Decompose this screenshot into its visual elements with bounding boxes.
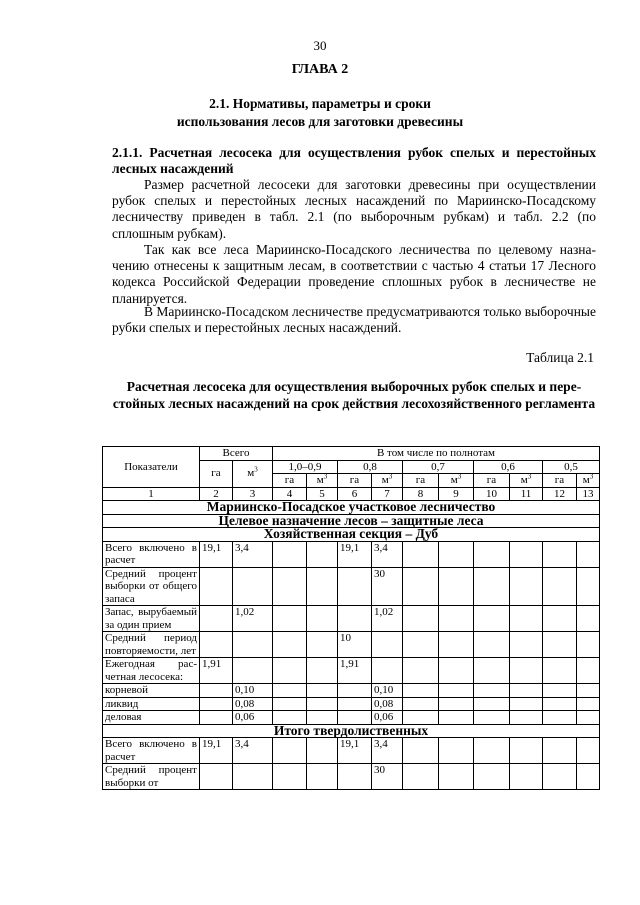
column-numbers-row bbox=[103, 487, 600, 501]
value-cell bbox=[338, 567, 372, 606]
empty-cell bbox=[307, 632, 338, 658]
value-cell: 1,91 bbox=[200, 658, 233, 684]
oak-rows bbox=[103, 541, 600, 724]
empty-cell bbox=[307, 711, 338, 725]
paragraph-3: В Мариинско-Посадском лесничестве предусматриваются только выборочные рубки спелых и перестойных лесных насаждений. bbox=[112, 304, 596, 336]
empty-cell bbox=[307, 697, 338, 711]
value-cell: 19,1 bbox=[200, 738, 233, 764]
empty-cell bbox=[510, 606, 543, 632]
empty-cell bbox=[543, 606, 577, 632]
allowable-cut-table bbox=[102, 446, 600, 790]
empty-cell bbox=[439, 684, 474, 698]
empty-cell bbox=[577, 711, 600, 725]
empty-cell bbox=[439, 632, 474, 658]
total-hardwood-row bbox=[103, 724, 600, 738]
empty-cell bbox=[510, 711, 543, 725]
total-header: Всего bbox=[200, 447, 273, 461]
value-cell bbox=[200, 697, 233, 711]
table-caption: Таблица 2.1 bbox=[526, 350, 594, 365]
empty-cell bbox=[439, 738, 474, 764]
value-cell: 1,02 bbox=[233, 606, 273, 632]
paragraph-1: Размер расчетной лесосеки для заготовки древесины при осуществлении рубок спелых и перестойных лесных насаждений по Мариинско-Посадскому лесничеству приведен в табл. 2.1 (по выборочным рубкам) и табл. 2.2 (по сплошным рубкам). bbox=[112, 177, 596, 241]
column-number-cell: 12 bbox=[543, 487, 577, 501]
value-cell bbox=[200, 764, 233, 790]
ha-subheader: га bbox=[474, 474, 510, 488]
m3-subheader: $м^3$ bbox=[307, 474, 338, 488]
value-cell: 30 bbox=[372, 567, 403, 606]
empty-cell bbox=[273, 632, 307, 658]
value-cell bbox=[200, 711, 233, 725]
district-row bbox=[103, 501, 600, 515]
by-density-header: В том числе по полнотам bbox=[273, 447, 600, 461]
empty-cell bbox=[403, 632, 439, 658]
subsection-heading: 2.1.1. Расчетная лесосека для осуществления рубок спелых и перестойных лесных насаждений bbox=[112, 145, 596, 176]
total-hardwood-label: Итого твердолиственных bbox=[103, 724, 600, 738]
empty-cell bbox=[577, 541, 600, 567]
table-row bbox=[103, 684, 600, 698]
empty-cell bbox=[543, 711, 577, 725]
empty-cell bbox=[543, 541, 577, 567]
ha-subheader: га bbox=[403, 474, 439, 488]
value-cell bbox=[200, 606, 233, 632]
empty-cell bbox=[273, 658, 307, 684]
empty-cell bbox=[474, 658, 510, 684]
empty-cell bbox=[510, 764, 543, 790]
row-label: деловая bbox=[103, 711, 200, 725]
column-number-cell: 11 bbox=[510, 487, 543, 501]
column-number-cell: 13 bbox=[577, 487, 600, 501]
table-row bbox=[103, 658, 600, 684]
density-header: 0,6 bbox=[474, 460, 543, 474]
empty-cell bbox=[543, 658, 577, 684]
value-cell: 10 bbox=[338, 632, 372, 658]
empty-cell bbox=[403, 567, 439, 606]
empty-cell bbox=[439, 711, 474, 725]
column-number-cell: 8 bbox=[403, 487, 439, 501]
empty-cell bbox=[474, 697, 510, 711]
value-cell bbox=[372, 632, 403, 658]
empty-cell bbox=[439, 541, 474, 567]
table-row bbox=[103, 541, 600, 567]
empty-cell bbox=[474, 764, 510, 790]
value-cell bbox=[338, 684, 372, 698]
empty-cell bbox=[307, 658, 338, 684]
empty-cell bbox=[307, 764, 338, 790]
table-row bbox=[103, 632, 600, 658]
value-cell: 19,1 bbox=[200, 541, 233, 567]
value-cell bbox=[338, 697, 372, 711]
value-cell: 19,1 bbox=[338, 541, 372, 567]
empty-cell bbox=[273, 711, 307, 725]
empty-cell bbox=[474, 738, 510, 764]
page-number: 30 bbox=[313, 38, 327, 53]
value-cell: 0,08 bbox=[233, 697, 273, 711]
empty-cell bbox=[543, 764, 577, 790]
value-cell: 30 bbox=[372, 764, 403, 790]
table-row bbox=[103, 567, 600, 606]
section-heading bbox=[110, 95, 530, 131]
empty-cell bbox=[577, 697, 600, 711]
density-header: 0,7 bbox=[403, 460, 474, 474]
ha-header: га bbox=[200, 460, 233, 487]
chapter-heading: ГЛАВА 2 bbox=[291, 62, 349, 77]
row-label: Запас, вырубаемый за один прием bbox=[103, 606, 200, 632]
empty-cell bbox=[439, 764, 474, 790]
value-cell bbox=[233, 632, 273, 658]
table-row bbox=[103, 606, 600, 632]
column-number-cell: 3 bbox=[233, 487, 273, 501]
empty-cell bbox=[403, 684, 439, 698]
value-cell: 3,4 bbox=[372, 541, 403, 567]
value-cell: 1,91 bbox=[338, 658, 372, 684]
value-cell bbox=[233, 567, 273, 606]
empty-cell bbox=[307, 684, 338, 698]
ha-subheader: га bbox=[543, 474, 577, 488]
column-number-cell: 6 bbox=[338, 487, 372, 501]
value-cell: 1,02 bbox=[372, 606, 403, 632]
empty-cell bbox=[403, 764, 439, 790]
empty-cell bbox=[543, 684, 577, 698]
row-label: Всего включено в расчет bbox=[103, 738, 200, 764]
column-number-cell: 10 bbox=[474, 487, 510, 501]
empty-cell bbox=[403, 697, 439, 711]
district-label: Мариинско-Посадское участковое лесничество bbox=[103, 501, 600, 515]
density-header: 1,0–0,9 bbox=[273, 460, 338, 474]
value-cell bbox=[338, 606, 372, 632]
empty-cell bbox=[510, 632, 543, 658]
value-cell bbox=[233, 658, 273, 684]
table-title: Расчетная лесосека для осуществления выборочных рубок спелых и перестойных лесных насаждений на срок действия лесохозяйственного регламента bbox=[112, 379, 596, 411]
empty-cell bbox=[577, 658, 600, 684]
empty-cell bbox=[439, 658, 474, 684]
table-row bbox=[103, 697, 600, 711]
empty-cell bbox=[543, 738, 577, 764]
value-cell bbox=[200, 567, 233, 606]
empty-cell bbox=[474, 711, 510, 725]
empty-cell bbox=[273, 606, 307, 632]
empty-cell bbox=[307, 738, 338, 764]
empty-cell bbox=[439, 606, 474, 632]
value-cell: 0,06 bbox=[372, 711, 403, 725]
empty-cell bbox=[474, 632, 510, 658]
empty-cell bbox=[510, 697, 543, 711]
section-title-line-1: 2.1. Нормативы, параметры и сроки bbox=[209, 96, 431, 111]
value-cell bbox=[338, 764, 372, 790]
purpose-row bbox=[103, 514, 600, 528]
row-label: Средний процент выборки от общего запаса bbox=[103, 567, 200, 606]
empty-cell bbox=[474, 567, 510, 606]
row-label: корневой bbox=[103, 684, 200, 698]
total-rows bbox=[103, 738, 600, 790]
economic-section-label: Хозяйственная секция – Дуб bbox=[103, 528, 600, 542]
column-number-cell: 1 bbox=[103, 487, 200, 501]
value-cell: 0,10 bbox=[372, 684, 403, 698]
m3-subheader: $м^3$ bbox=[372, 474, 403, 488]
empty-cell bbox=[273, 684, 307, 698]
indicators-header: Показатели bbox=[103, 447, 200, 488]
empty-cell bbox=[577, 632, 600, 658]
empty-cell bbox=[577, 764, 600, 790]
section-title-line-2: использования лесов для заготовки древесины bbox=[176, 114, 464, 129]
purpose-label: Целевое назначение лесов – защитные леса bbox=[103, 514, 600, 528]
m3-subheader: $м^3$ bbox=[510, 474, 543, 488]
row-label: Всего включено в расчет bbox=[103, 541, 200, 567]
density-header: 0,8 bbox=[338, 460, 403, 474]
empty-cell bbox=[543, 697, 577, 711]
empty-cell bbox=[474, 541, 510, 567]
empty-cell bbox=[273, 567, 307, 606]
empty-cell bbox=[510, 684, 543, 698]
table-row bbox=[103, 738, 600, 764]
column-number-cell: 2 bbox=[200, 487, 233, 501]
empty-cell bbox=[439, 697, 474, 711]
value-cell: 19,1 bbox=[338, 738, 372, 764]
empty-cell bbox=[543, 632, 577, 658]
empty-cell bbox=[577, 738, 600, 764]
value-cell: 3,4 bbox=[233, 738, 273, 764]
m3-subheader: $м^3$ bbox=[439, 474, 474, 488]
empty-cell bbox=[273, 738, 307, 764]
empty-cell bbox=[307, 541, 338, 567]
value-cell: 3,4 bbox=[233, 541, 273, 567]
value-cell bbox=[372, 658, 403, 684]
table-row bbox=[103, 764, 600, 790]
empty-cell bbox=[307, 606, 338, 632]
row-label: Средний период повторяемости, лет bbox=[103, 632, 200, 658]
empty-cell bbox=[577, 606, 600, 632]
column-number-cell: 7 bbox=[372, 487, 403, 501]
empty-cell bbox=[403, 541, 439, 567]
empty-cell bbox=[543, 567, 577, 606]
header-row-1 bbox=[103, 447, 600, 461]
empty-cell bbox=[510, 658, 543, 684]
column-number-cell: 5 bbox=[307, 487, 338, 501]
column-number-cell: 4 bbox=[273, 487, 307, 501]
row-label: Ежегодная расчетная лесосека: bbox=[103, 658, 200, 684]
value-cell: 0,10 bbox=[233, 684, 273, 698]
density-header: 0,5 bbox=[543, 460, 600, 474]
empty-cell bbox=[474, 606, 510, 632]
empty-cell bbox=[403, 711, 439, 725]
paragraph-2: Так как все леса Мариинско-Посадского лесничества по целевому назначению отнесены к защитным лесам, в соответствии с частью 4 статьи 17 Лесного кодекса Российской Федерации проведение сплошных рубок в лесничестве не планируется. bbox=[112, 242, 596, 306]
empty-cell bbox=[510, 738, 543, 764]
empty-cell bbox=[439, 567, 474, 606]
row-label: Средний процент выборки от bbox=[103, 764, 200, 790]
empty-cell bbox=[403, 738, 439, 764]
empty-cell bbox=[403, 658, 439, 684]
value-cell bbox=[233, 764, 273, 790]
m3-subheader: $м^3$ bbox=[577, 474, 600, 488]
column-number-cell: 9 bbox=[439, 487, 474, 501]
ha-subheader: га bbox=[273, 474, 307, 488]
value-cell: 0,06 bbox=[233, 711, 273, 725]
ha-subheader: га bbox=[338, 474, 372, 488]
value-cell: 3,4 bbox=[372, 738, 403, 764]
empty-cell bbox=[510, 541, 543, 567]
empty-cell bbox=[273, 764, 307, 790]
value-cell: 0,08 bbox=[372, 697, 403, 711]
value-cell bbox=[200, 632, 233, 658]
table-row bbox=[103, 711, 600, 725]
economic-section-row bbox=[103, 528, 600, 542]
empty-cell bbox=[577, 684, 600, 698]
empty-cell bbox=[510, 567, 543, 606]
empty-cell bbox=[577, 567, 600, 606]
m3-header: $м^3$ bbox=[233, 460, 273, 487]
row-label: ликвид bbox=[103, 697, 200, 711]
value-cell bbox=[200, 684, 233, 698]
empty-cell bbox=[474, 684, 510, 698]
empty-cell bbox=[273, 541, 307, 567]
empty-cell bbox=[273, 697, 307, 711]
empty-cell bbox=[307, 567, 338, 606]
value-cell bbox=[338, 711, 372, 725]
empty-cell bbox=[403, 606, 439, 632]
